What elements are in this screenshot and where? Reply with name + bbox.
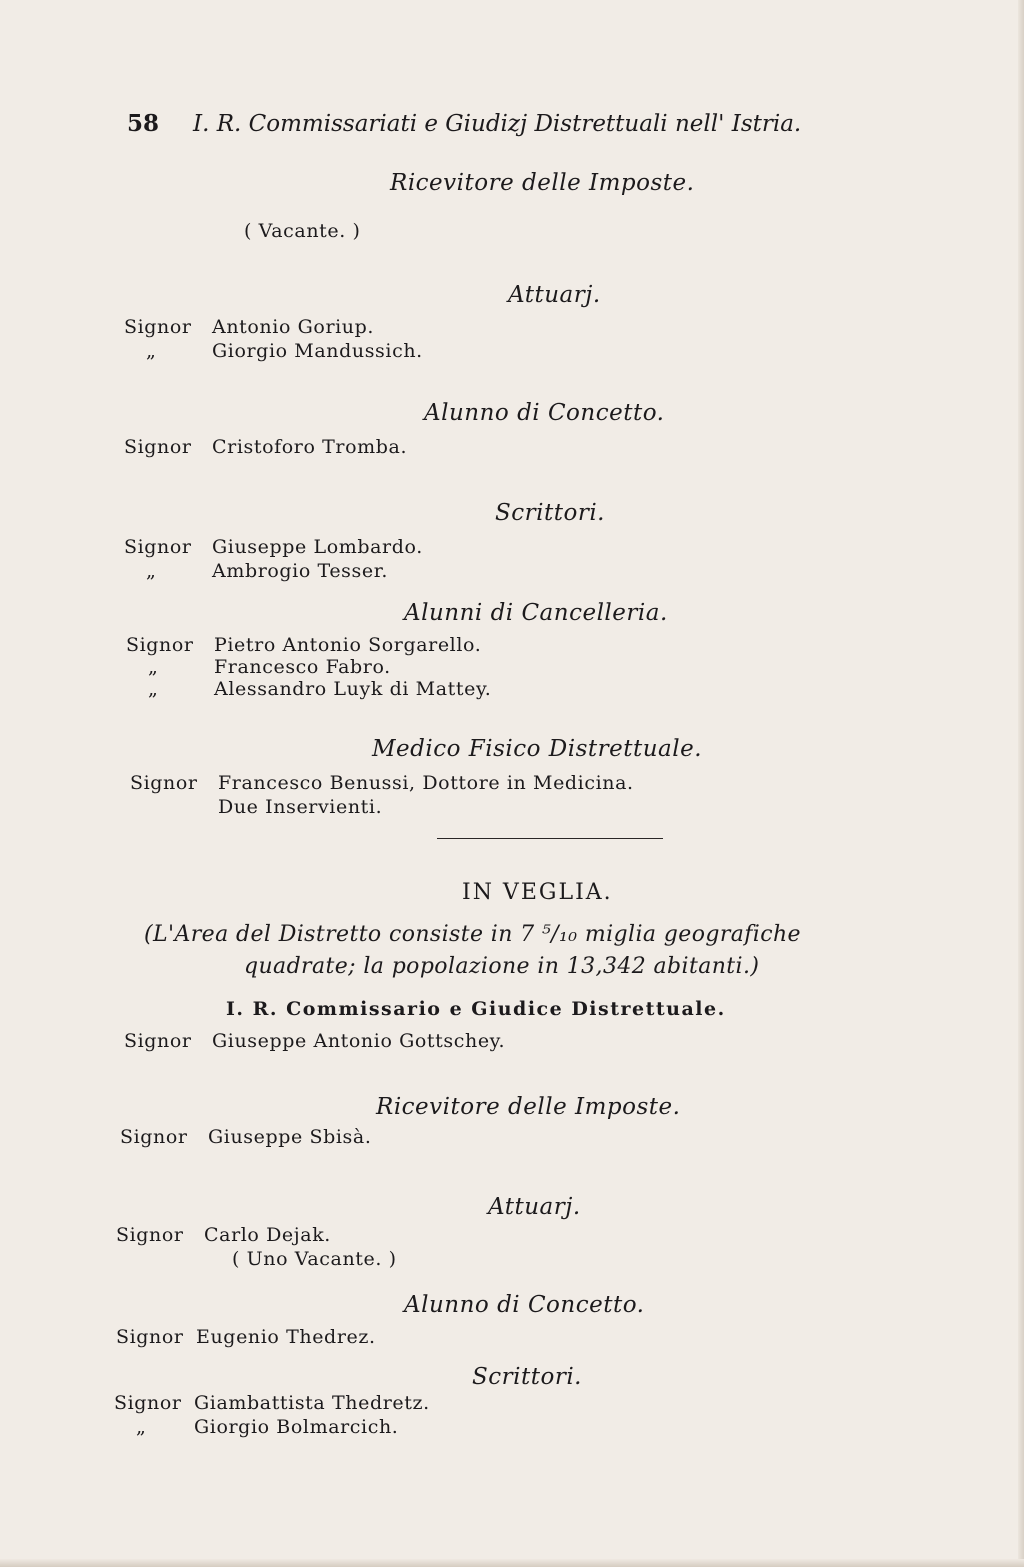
page-bottom-edge [0,1559,1024,1567]
list-item [120,1126,371,1148]
entry-name: Pietro Antonio Sorgarello. [214,634,482,656]
entry-prefix: „ [146,560,157,582]
entry-prefix: Signor [114,1392,182,1414]
list-item [124,536,423,558]
page-edge-shadow [1018,0,1024,1567]
attuarj-vacante: ( Uno Vacante. ) [232,1248,397,1270]
alunno-heading: Alunno di Concetto. [424,400,665,426]
list-item [126,678,491,700]
entry-name: Francesco Benussi, Dottore in Medicina. [218,772,634,794]
entry-prefix: Signor [130,772,198,794]
list-item [116,1326,376,1348]
entry-name: Giuseppe Antonio Gottschey. [212,1030,506,1052]
entry-name: Giuseppe Lombardo. [212,536,423,558]
area-line-1: (L'Area del Distretto consiste in 7 ⁵/₁₀ miglia geografiche [144,922,801,947]
medico-heading: Medico Fisico Distrettuale. [372,736,703,762]
list-item [116,1224,331,1246]
list-item [126,656,391,678]
entry-name: Giuseppe Sbisà. [208,1126,372,1148]
list-item [114,1416,398,1438]
entry-name: Alessandro Luyk di Mattey. [214,678,492,700]
entry-prefix: „ [148,656,159,678]
ricevitore-vacante: ( Vacante. ) [244,220,361,242]
veglia-ricevitore-heading: Ricevitore delle Imposte. [376,1094,681,1120]
list-item [130,796,382,818]
section-divider [437,838,663,839]
entry-name: Due Inservienti. [218,796,383,818]
entry-prefix: „ [136,1416,147,1438]
veglia-scrittori-heading: Scrittori. [472,1364,582,1390]
commissario-heading: I. R. Commissario e Giudice Distrettuale. [226,998,726,1020]
list-item [124,436,407,458]
entry-prefix: Signor [124,536,192,558]
entry-prefix: „ [148,678,159,700]
entry-name: Giambattista Thedretz. [194,1392,430,1414]
entry-name: Antonio Goriup. [212,316,375,338]
list-item [124,340,423,362]
entry-name: Cristoforo Tromba. [212,436,408,458]
entry-prefix: Signor [124,436,192,458]
entry-name: Carlo Dejak. [204,1224,331,1246]
list-item [124,1030,505,1052]
entry-name: Francesco Fabro. [214,656,391,678]
list-item [126,634,481,656]
entry-prefix: Signor [124,316,192,338]
entry-name: Giorgio Mandussich. [212,340,423,362]
list-item [130,772,634,794]
entry-prefix: „ [146,340,157,362]
attuarj-heading: Attuarj. [508,282,601,308]
scrittori-heading: Scrittori. [495,500,605,526]
entry-prefix: Signor [124,1030,192,1052]
list-item [124,560,388,582]
entry-name: Ambrogio Tesser. [212,560,388,582]
entry-prefix: Signor [126,634,194,656]
running-title: I. R. Commissariati e Giudizj Distrettuali nell' Istria. [193,111,802,137]
entry-prefix: Signor [116,1326,184,1348]
ricevitore-heading: Ricevitore delle Imposte. [390,170,695,196]
alunni-cancelleria-heading: Alunni di Cancelleria. [404,600,668,626]
town-heading: IN VEGLIA. [462,880,613,905]
veglia-alunno-heading: Alunno di Concetto. [404,1292,645,1318]
entry-name: Giorgio Bolmarcich. [194,1416,399,1438]
entry-prefix: Signor [116,1224,184,1246]
page-header [127,110,801,137]
veglia-attuarj-heading: Attuarj. [488,1194,581,1220]
entry-name: Eugenio Thedrez. [196,1326,376,1348]
entry-prefix: Signor [120,1126,188,1148]
list-item [124,316,374,338]
list-item [114,1392,430,1414]
area-line-2: quadrate; la popolazione in 13,342 abitanti.) [244,954,760,979]
page-number: 58 [127,110,160,137]
